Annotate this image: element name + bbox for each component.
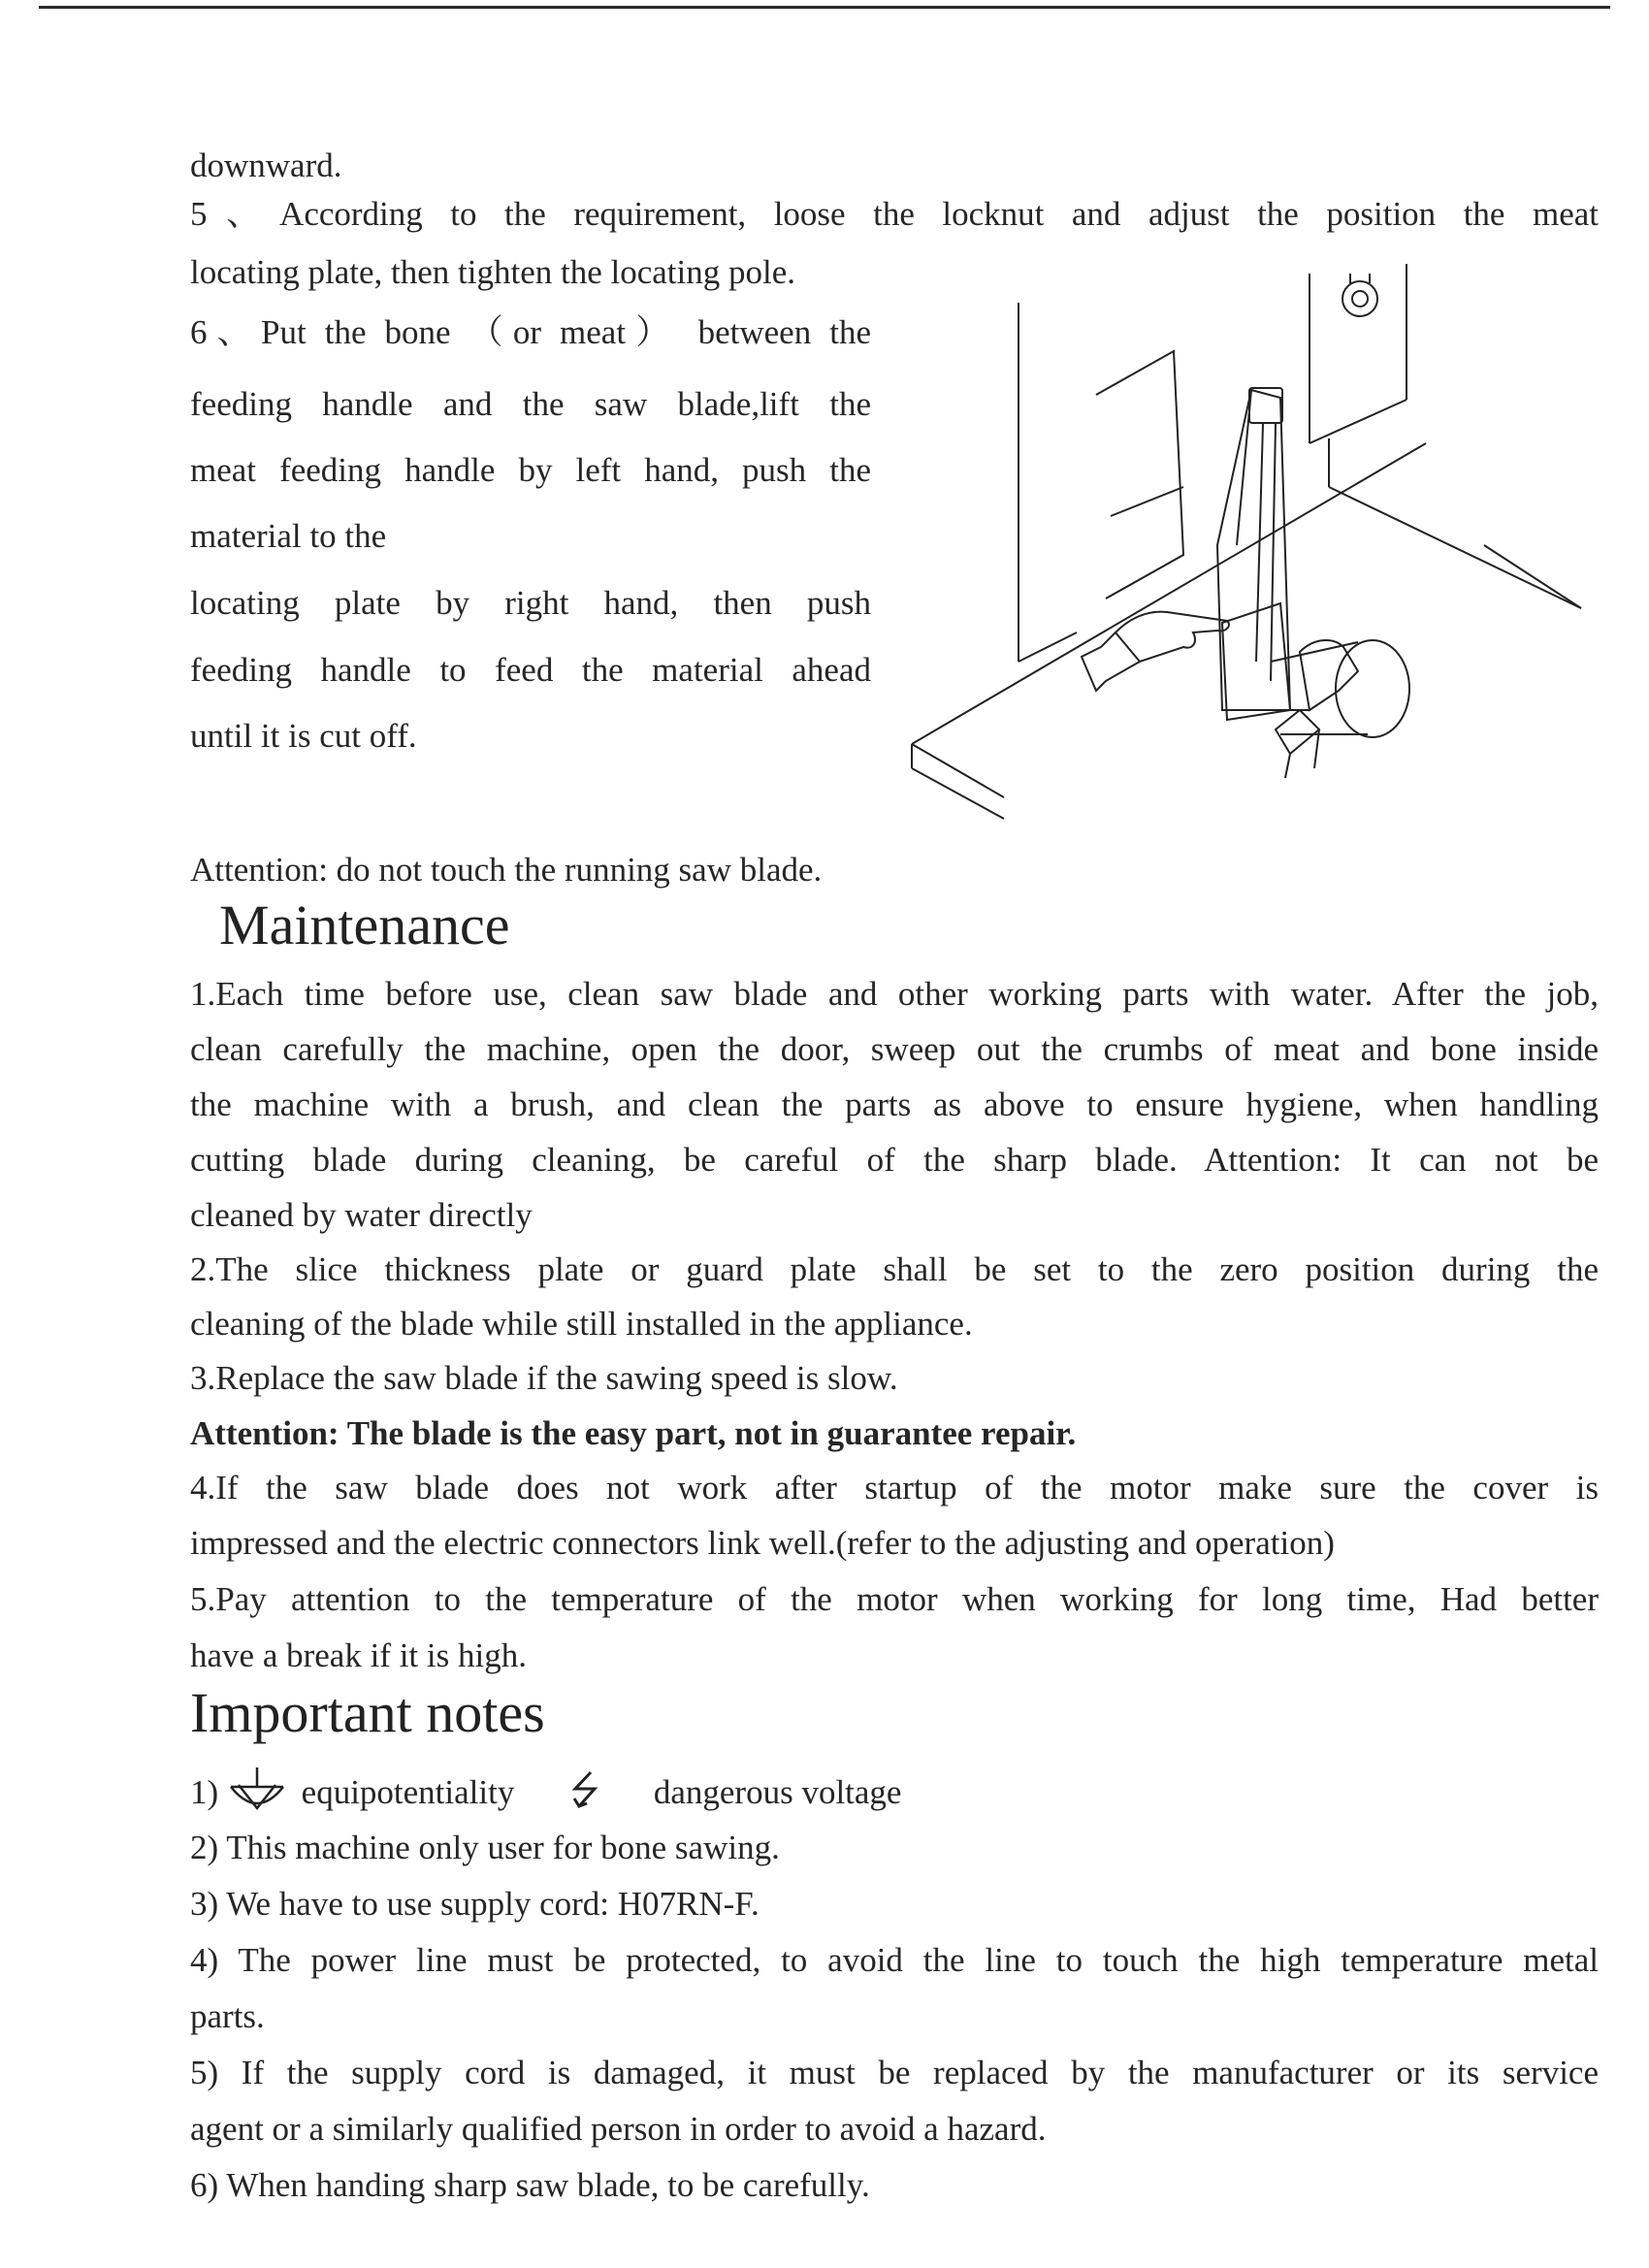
- maintenance-line: clean carefully the machine, open the door, sweep out the crumbs of meat and bone inside: [190, 1030, 1599, 1068]
- step6-line: feeding handle to feed the material ahead: [190, 651, 871, 689]
- maintenance-line: have a break if it is high.: [190, 1636, 527, 1674]
- note-2: 2) This machine only user for bone sawing.: [190, 1829, 780, 1866]
- step6-line: locating plate by right hand, then push: [190, 584, 871, 622]
- attention-guarantee: Attention: The blade is the easy part, not in guarantee repair.: [190, 1414, 1077, 1452]
- note-1-number: 1): [190, 1773, 219, 1812]
- note-line: parts.: [190, 1997, 265, 2035]
- step6-line: material to the: [190, 517, 387, 555]
- note-line: agent or a similarly qualified person in order to avoid a hazard.: [190, 2110, 1047, 2148]
- note-3: 3) We have to use supply cord: H07RN-F.: [190, 1885, 760, 1923]
- step6-line: until it is cut off.: [190, 717, 417, 755]
- maintenance-line: impressed and the electric connectors link well.(refer to the adjusting and operation): [190, 1524, 1335, 1562]
- maintenance-line: cleaning of the blade while still installed in the appliance.: [190, 1305, 973, 1343]
- maintenance-line: cleaned by water directly: [190, 1196, 533, 1234]
- step6-line: 6、Put the bone （or meat） between the: [190, 313, 871, 351]
- maintenance-heading: Maintenance: [219, 893, 510, 956]
- maintenance-line: cutting blade during cleaning, be careful of the sharp blade. Attention: It can not be: [190, 1141, 1599, 1179]
- maintenance-line: the machine with a brush, and clean the parts as above to ensure hygiene, when handling: [190, 1085, 1599, 1123]
- top-rule: [39, 6, 1610, 9]
- step5-line2: locating plate, then tighten the locating pole.: [190, 253, 795, 291]
- step6-line: meat feeding handle by left hand, push the: [190, 451, 871, 489]
- note-6: 6) When handing sharp saw blade, to be carefully.: [190, 2166, 870, 2204]
- attention-running-blade: Attention: do not touch the running saw blade.: [190, 851, 823, 889]
- note-line: 4) The power line must be protected, to avoid the line to touch the high temperature metal: [190, 1941, 1599, 1979]
- dangerous-voltage-icon: [566, 1769, 604, 1822]
- maintenance-line: 5.Pay attention to the temperature of the motor when working for long time, Had better: [190, 1580, 1599, 1618]
- important-notes-heading: Important notes: [190, 1681, 545, 1744]
- maintenance-line: 2.The slice thickness plate or guard plate shall be set to the zero position during the: [190, 1250, 1599, 1288]
- continuation-text: downward.: [190, 146, 342, 184]
- maintenance-line: 4.If the saw blade does not work after startup of the motor make sure the cover is: [190, 1469, 1599, 1507]
- maintenance-line: 1.Each time before use, clean saw blade and other working parts with water. After the job,: [190, 975, 1599, 1013]
- note-line: 5) If the supply cord is damaged, it must be replaced by the manufacturer or its service: [190, 2054, 1599, 2091]
- step5-line1: 5、According to the requirement, loose the locknut and adjust the position the meat: [190, 195, 1599, 233]
- saw-operation-illustration: [902, 254, 1620, 826]
- equipotentiality-label: equipotentiality: [301, 1773, 515, 1812]
- step6-line: feeding handle and the saw blade,lift the: [190, 385, 871, 423]
- dangerous-voltage-label: dangerous voltage: [653, 1773, 902, 1812]
- maintenance-item-3: 3.Replace the saw blade if the sawing speed is slow.: [190, 1359, 898, 1397]
- equipotential-icon: [227, 1766, 287, 1826]
- note-1: [190, 1766, 901, 1826]
